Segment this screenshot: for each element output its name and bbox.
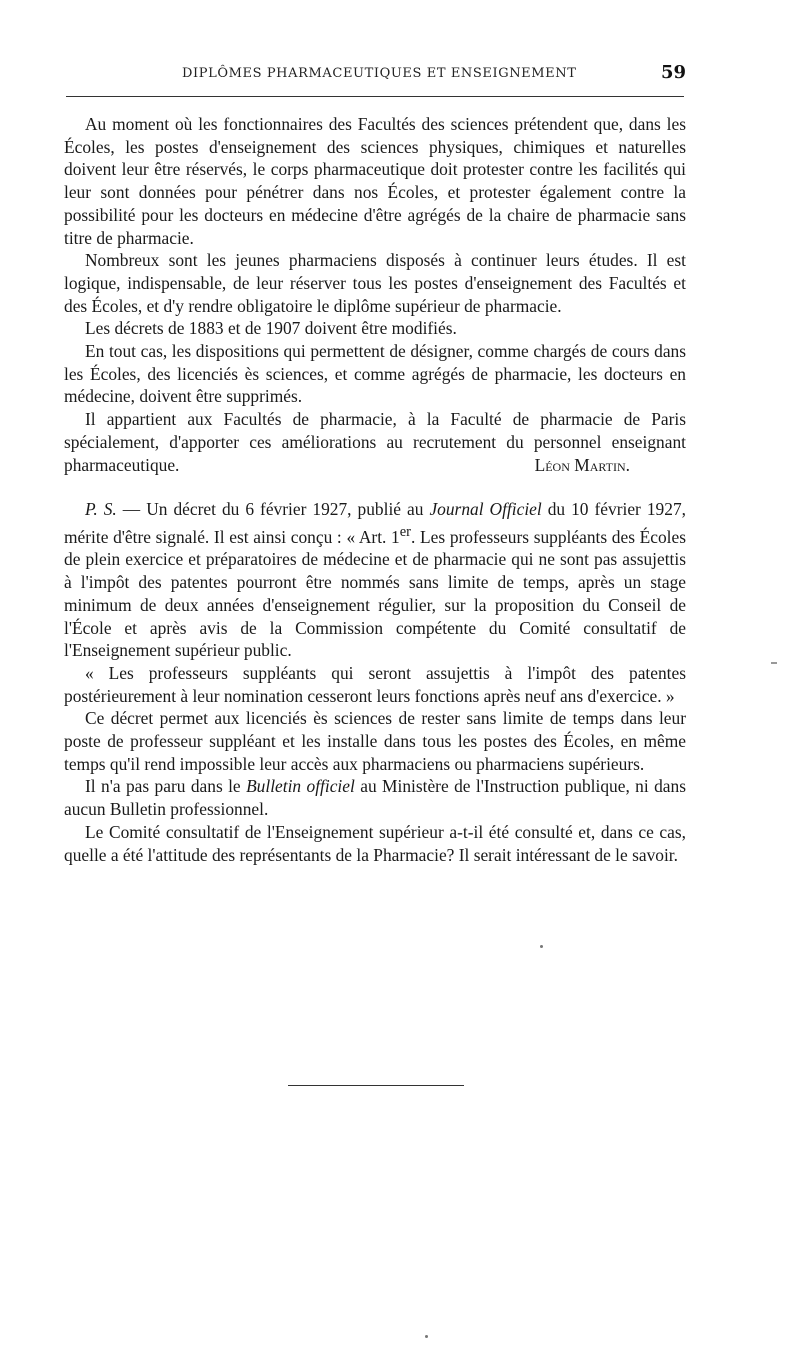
decree-quote: « Les professeurs suppléants qui seront assujettis à l'impôt des patentes postérieurement à leur nomination cesseront leurs fonctions après neuf ans d'exercice. » [64,662,686,706]
p4-start: Il n'a pas paru dans le [85,776,241,797]
page-number: 59 [660,62,686,83]
signature: Léon Martin. [534,454,630,475]
paragraph-3: Les décrets de 1883 et de 1907 doivent être modifiés. [85,318,457,339]
commentary-paragraph: Ce décret permet aux licenciés ès sciences de rester sans limite de temps dans leur poste de professeur suppléant et les installe dans tous les postes des Écoles, en même temps qu'il rend impossible leur accès aux pharmaciens ou pharmaciens supérieurs. [64,708,686,774]
running-title: DIPLÔMES PHARMACEUTIQUES ET ENSEIGNEMENT [182,66,577,81]
p4-end: au Ministère de l'Instruction publique, ni dans aucun Bulletin professionnel. [64,776,686,820]
journal-title: Journal Officiel [429,499,542,520]
paragraph-2: Nombreux sont les jeunes pharmaciens disposés à continuer leurs études. Il est logique, indispensable, de leur réserver tous les postes d'enseignement des Facultés et des Écoles, et d'y rendre obligatoire le diplôme supérieur de pharmacie. [64,250,686,316]
paragraph-1: Au moment où les fonctionnaires des Facultés des sciences prétendent que, dans les Écoles, les postes d'enseignement des sciences physiques, chimiques et naturelles doivent leur être réservés, le corps pharmaceutique doit protester contre les facilités qui leur sont données pour pénétrer dans nos Écoles, et protester également contre la possibilité pour les docteurs en médecine d'être agrégés de la chaire de pharmacie sans titre de pharmacie. [64,114,686,248]
running-head [66,62,686,86]
paragraph-4: En tout cas, les dispositions qui permettent de désigner, comme chargés de cours dans les Écoles, des licenciés ès sciences, et comme agrégés de pharmacie, les docteurs en médecine, doivent être supprimés. [64,341,686,407]
paragraph-5 [64,408,686,476]
end-rule [288,1085,464,1086]
body-text [64,113,686,866]
ps-dash: — [122,499,141,520]
ps-intro-end: du 10 février 1927, mérite d'être signalé. Il est ainsi conçu : « Art. 1 [64,499,686,547]
ps-intro: Un décret du 6 février 1927, publié au [146,499,424,520]
bulletin-title: Bulletin officiel [246,776,355,797]
closing-paragraph: Le Comité consultatif de l'Enseignement supérieur a-t-il été consulté et, dans ce cas, quelle a été l'attitude des représentants de la Pharmacie? Il serait intéressant de le savoir. [64,821,686,865]
paragraph-5-text: Il appartient aux Facultés de pharmacie, à la Faculté de pharmacie de Paris spécialement, d'apporter ces améliorations au recrutement du personnel enseignant pharmaceutique. [64,409,686,475]
margin-mark [771,662,777,664]
ps-label: P. S. [85,499,117,520]
bulletin-paragraph [64,775,686,820]
speck-mark [540,945,543,948]
ps-article: . Les professeurs suppléants des Écoles de plein exercice et préparatoires de médecine et de pharmacie qui ne sont pas assujettis à l'impôt des patentes pourront être nommés sans limite de temps, après un stage minimum de deux années d'enseignement régulier, sur la proposition du Conseil de l'École et après avis de la Commission compétente du Comité consultatif de l'Enseignement supérieur public. [64,526,686,661]
ps-superscript: er [399,523,412,540]
speck-mark [425,1335,428,1338]
header-rule [66,96,684,97]
postscript-paragraph [64,498,686,662]
